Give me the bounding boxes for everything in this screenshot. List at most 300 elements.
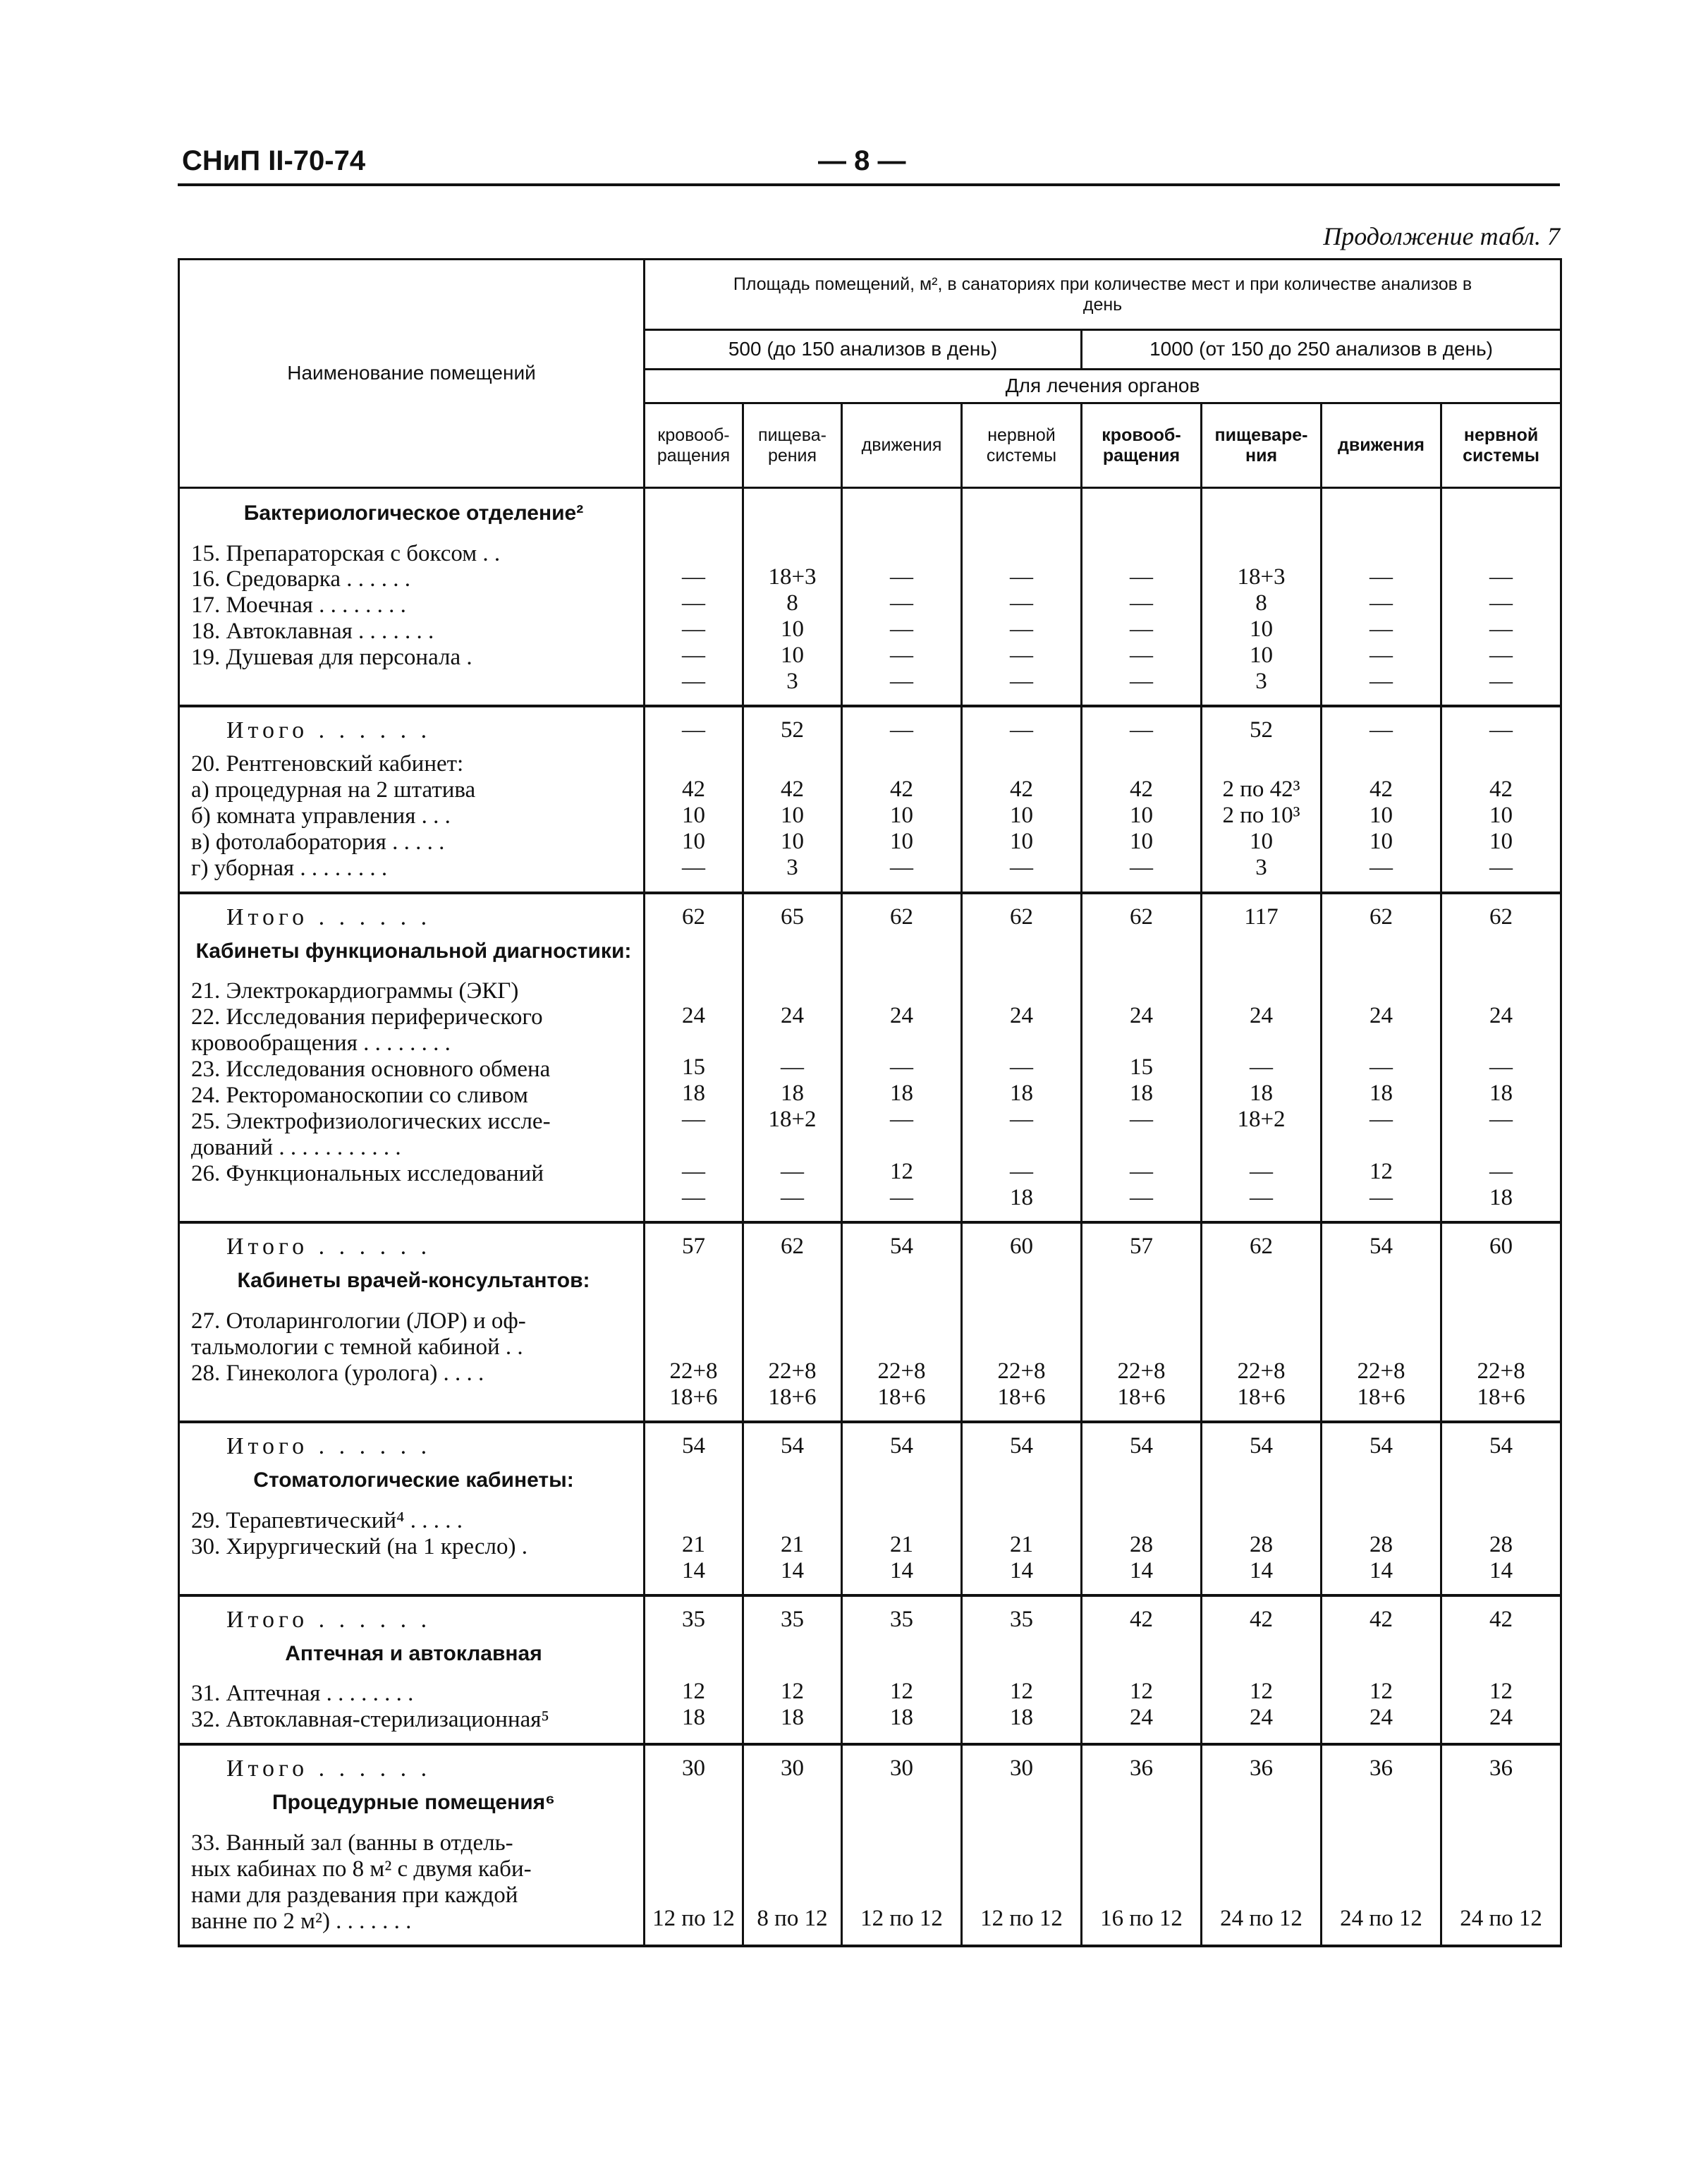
cell-value: 18+6 bbox=[768, 1385, 817, 1411]
cell-value bbox=[844, 750, 959, 777]
subtotal-value: 36 bbox=[1250, 1756, 1273, 1782]
room-names-cell bbox=[179, 1744, 645, 1945]
value-cell bbox=[743, 1422, 842, 1595]
cell-value: 10 bbox=[781, 802, 804, 828]
cell-value: — bbox=[682, 564, 705, 590]
cell-value bbox=[844, 1133, 959, 1159]
section-heading: Стоматологические кабинеты: bbox=[253, 1468, 574, 1492]
spacer bbox=[647, 1267, 740, 1332]
cell-value: 2 по 42³ bbox=[1222, 776, 1300, 802]
subtotal-value: — bbox=[682, 717, 705, 743]
cell-value: — bbox=[1130, 616, 1153, 642]
cell-value: 22+8 bbox=[997, 1358, 1046, 1385]
cell-value: 18 bbox=[1010, 1081, 1033, 1107]
value-cell bbox=[743, 488, 842, 706]
table-row bbox=[179, 706, 1561, 893]
cell-value bbox=[745, 1332, 839, 1358]
room-line: в) фотолаборатория . . . . . bbox=[191, 829, 445, 855]
section-heading: Бактериологическое отделение² bbox=[243, 501, 584, 525]
cell-value: — bbox=[1370, 1107, 1393, 1133]
cell-value: 14 bbox=[1489, 1557, 1513, 1583]
room-line: 31. Аптечная . . . . . . . . bbox=[191, 1681, 414, 1707]
cell-value: 12 по 12 bbox=[980, 1906, 1063, 1932]
column-header-organs: Для лечения органов bbox=[645, 370, 1561, 403]
table-row bbox=[179, 488, 1561, 706]
cell-value: 24 bbox=[1370, 1002, 1393, 1028]
cell-value: 10 bbox=[781, 616, 804, 642]
cell-value bbox=[647, 1029, 740, 1055]
cell-value: 12 bbox=[1130, 1678, 1153, 1704]
subtotal-value: — bbox=[1370, 717, 1393, 743]
cell-value bbox=[964, 750, 1079, 777]
subtotal-value: 35 bbox=[890, 1606, 913, 1632]
cell-value: 12 по 12 bbox=[652, 1906, 735, 1932]
cell-value: — bbox=[890, 1185, 913, 1211]
subtotal-value: 35 bbox=[1010, 1606, 1033, 1632]
cell-value: — bbox=[890, 616, 913, 642]
header-rule bbox=[178, 183, 1560, 186]
column-header-area: Площадь помещений, м², в санаториях при количестве мест и при количестве анализов в день bbox=[645, 260, 1561, 330]
subtotal-value: — bbox=[1010, 717, 1033, 743]
cell-value: 18 bbox=[1489, 1081, 1513, 1107]
cell-value: 10 bbox=[1010, 802, 1033, 828]
cell-value bbox=[844, 1332, 959, 1358]
room-line: б) комната управления . . . bbox=[191, 803, 451, 829]
column-header-circulation-500: кровооб-ращения bbox=[645, 403, 743, 488]
cell-value: — bbox=[1010, 642, 1033, 668]
table-body bbox=[179, 488, 1561, 1946]
subtotal-value: 30 bbox=[1010, 1756, 1033, 1782]
cell-value: 18+2 bbox=[768, 1107, 817, 1133]
cell-value: 28 bbox=[1130, 1531, 1153, 1557]
cell-value: 15 bbox=[1130, 1054, 1153, 1081]
value-cell bbox=[842, 1595, 962, 1744]
cell-value bbox=[1204, 750, 1319, 777]
cell-value: — bbox=[1130, 854, 1153, 880]
subtotal-value: 62 bbox=[890, 903, 913, 930]
spacer bbox=[647, 937, 740, 1003]
room-line: 18. Автоклавная . . . . . . . bbox=[191, 619, 434, 645]
cell-value: — bbox=[890, 668, 913, 694]
cell-value bbox=[964, 1880, 1079, 1906]
subtotal-value: 52 bbox=[1250, 717, 1273, 743]
cell-value: — bbox=[1370, 590, 1393, 616]
room-line: 29. Терапевтический⁴ . . . . . bbox=[191, 1507, 463, 1533]
value-cell bbox=[1202, 1595, 1322, 1744]
value-cell bbox=[1202, 1222, 1322, 1422]
room-line: нами для раздевания при каждой bbox=[191, 1882, 518, 1908]
value-cell bbox=[1202, 1422, 1322, 1595]
subtotal-value: 60 bbox=[1010, 1234, 1033, 1260]
column-group-500: 500 (до 150 анализов в день) bbox=[645, 330, 1082, 370]
room-line: г) уборная . . . . . . . . bbox=[191, 855, 388, 881]
spacer bbox=[844, 499, 959, 564]
cell-value: 18 bbox=[1489, 1185, 1513, 1211]
spacer bbox=[1444, 499, 1558, 564]
subtotal-value: 54 bbox=[1370, 1433, 1393, 1459]
room-line: тальмологии с темной кабиной . . bbox=[191, 1334, 523, 1360]
subtotal-value: 117 bbox=[1244, 903, 1279, 930]
cell-value: 42 bbox=[890, 776, 913, 802]
column-header-movement-500: движения bbox=[842, 403, 962, 488]
cell-value: 18 bbox=[890, 1704, 913, 1730]
cell-value: 22+8 bbox=[1237, 1358, 1286, 1385]
subtotal-value: — bbox=[890, 717, 913, 743]
value-cell bbox=[1441, 1222, 1561, 1422]
cell-value bbox=[647, 1854, 740, 1880]
cell-value bbox=[964, 1827, 1079, 1854]
room-line: а) процедурная на 2 штатива bbox=[191, 777, 476, 803]
cell-value: — bbox=[682, 616, 705, 642]
cell-value bbox=[964, 1332, 1079, 1358]
cell-value: — bbox=[890, 642, 913, 668]
cell-value: — bbox=[682, 1159, 705, 1185]
cell-value: 3 bbox=[786, 854, 798, 880]
cell-value bbox=[1204, 1880, 1319, 1906]
column-group-1000: 1000 (от 150 до 250 анализов в день) bbox=[1082, 330, 1561, 370]
cell-value bbox=[1204, 1133, 1319, 1159]
spacer bbox=[1204, 499, 1319, 564]
subtotal-value: 62 bbox=[1370, 903, 1393, 930]
cell-value bbox=[745, 1133, 839, 1159]
cell-value: 12 bbox=[1370, 1678, 1393, 1704]
value-cell bbox=[842, 488, 962, 706]
value-cell bbox=[1082, 488, 1202, 706]
cell-value: — bbox=[1489, 668, 1513, 694]
cell-value: 18 bbox=[1250, 1081, 1273, 1107]
section-heading: Кабинеты функциональной диагностики: bbox=[195, 939, 632, 963]
cell-value: 10 bbox=[1250, 616, 1273, 642]
subtotal-value: 54 bbox=[1250, 1433, 1273, 1459]
cell-value bbox=[1444, 1029, 1558, 1055]
spacer bbox=[1444, 1267, 1558, 1332]
cell-value: — bbox=[1130, 1185, 1153, 1211]
cell-value: — bbox=[781, 1159, 804, 1185]
subtotal-value: 42 bbox=[1130, 1606, 1153, 1632]
cell-value: 10 bbox=[682, 828, 705, 854]
cell-value: — bbox=[1010, 616, 1033, 642]
cell-value: 18 bbox=[1370, 1081, 1393, 1107]
spacer bbox=[844, 937, 959, 1003]
cell-value: 24 по 12 bbox=[1340, 1906, 1422, 1932]
subtotal-value: 35 bbox=[682, 1606, 705, 1632]
spacer bbox=[745, 1466, 839, 1532]
spacer bbox=[1324, 499, 1439, 564]
value-cell bbox=[1082, 1422, 1202, 1595]
value-cell bbox=[645, 488, 743, 706]
spacer bbox=[1204, 1640, 1319, 1679]
cell-value bbox=[964, 1854, 1079, 1880]
cell-value: 22+8 bbox=[1477, 1358, 1525, 1385]
subtotal-label: Итого . . . . . . bbox=[226, 1433, 432, 1459]
cell-value: 18 bbox=[682, 1704, 705, 1730]
spacer bbox=[1444, 1466, 1558, 1532]
spacer bbox=[191, 966, 636, 978]
room-line: 19. Душевая для персонала . bbox=[191, 645, 472, 671]
spacer bbox=[1084, 1789, 1199, 1827]
room-line: 25. Электрофизиологических иссле- bbox=[191, 1108, 551, 1134]
cell-value: 10 bbox=[682, 802, 705, 828]
value-cell bbox=[962, 706, 1082, 893]
spacer bbox=[844, 1789, 959, 1827]
room-line: 27. Отоларингологии (ЛОР) и оф- bbox=[191, 1308, 526, 1334]
spacer bbox=[1204, 1267, 1319, 1332]
cell-value: 10 bbox=[890, 802, 913, 828]
subtotal-value: 54 bbox=[1130, 1433, 1153, 1459]
spacer bbox=[1444, 1789, 1558, 1827]
value-cell bbox=[842, 706, 962, 893]
subtotal-label: Итого . . . . . . bbox=[226, 1756, 432, 1782]
cell-value: 42 bbox=[682, 776, 705, 802]
subtotal-value: 62 bbox=[1130, 903, 1153, 930]
cell-value: — bbox=[1130, 668, 1153, 694]
room-line: 15. Препараторская с боксом . . bbox=[191, 540, 501, 566]
spacer bbox=[191, 1668, 636, 1681]
cell-value bbox=[647, 1880, 740, 1906]
cell-value bbox=[1084, 1029, 1199, 1055]
value-cell bbox=[1082, 1222, 1202, 1422]
cell-value bbox=[745, 1854, 839, 1880]
subtotal-value: 42 bbox=[1250, 1606, 1273, 1632]
cell-value: 42 bbox=[1370, 776, 1393, 802]
room-names-cell bbox=[179, 488, 645, 706]
cell-value: 14 bbox=[682, 1557, 705, 1583]
cell-value: — bbox=[1489, 564, 1513, 590]
cell-value: 18+3 bbox=[1237, 564, 1286, 590]
value-cell bbox=[962, 1744, 1082, 1945]
value-cell bbox=[842, 1744, 962, 1945]
cell-value bbox=[1444, 1854, 1558, 1880]
cell-value: — bbox=[890, 1107, 913, 1133]
value-cell bbox=[1322, 1222, 1441, 1422]
cell-value: 3 bbox=[1255, 668, 1267, 694]
subtotal-value: 54 bbox=[1489, 1433, 1513, 1459]
cell-value bbox=[844, 1827, 959, 1854]
subtotal-value: 30 bbox=[890, 1756, 913, 1782]
spacer bbox=[647, 499, 740, 564]
cell-value: — bbox=[1130, 590, 1153, 616]
spacer bbox=[964, 1640, 1079, 1679]
rooms-area-table bbox=[178, 258, 1562, 1947]
cell-value bbox=[844, 1854, 959, 1880]
value-cell bbox=[1322, 488, 1441, 706]
cell-value: 12 bbox=[682, 1678, 705, 1704]
room-line: 23. Исследования основного обмена bbox=[191, 1057, 551, 1083]
cell-value: — bbox=[1010, 1054, 1033, 1081]
cell-value bbox=[1084, 1332, 1199, 1358]
cell-value: 42 bbox=[1489, 776, 1513, 802]
cell-value: — bbox=[1489, 854, 1513, 880]
cell-value: — bbox=[1130, 564, 1153, 590]
cell-value: 24 по 12 bbox=[1220, 1906, 1303, 1932]
cell-value: 10 bbox=[1370, 828, 1393, 854]
cell-value: — bbox=[682, 642, 705, 668]
cell-value bbox=[1444, 1880, 1558, 1906]
value-cell bbox=[743, 893, 842, 1223]
spacer bbox=[1204, 1466, 1319, 1532]
subtotal-value: 36 bbox=[1370, 1756, 1393, 1782]
value-cell bbox=[1441, 893, 1561, 1223]
room-line: 22. Исследования периферического bbox=[191, 1004, 543, 1030]
value-cell bbox=[1322, 893, 1441, 1223]
value-cell bbox=[743, 706, 842, 893]
subtotal-value: 35 bbox=[781, 1606, 804, 1632]
room-line: 30. Хирургический (на 1 кресло) . bbox=[191, 1533, 527, 1559]
table-row bbox=[179, 1595, 1561, 1744]
room-line: 28. Гинеколога (уролога) . . . . bbox=[191, 1360, 484, 1386]
subtotal-label: Итого . . . . . . bbox=[226, 1234, 432, 1260]
cell-value: 10 bbox=[1489, 802, 1513, 828]
cell-value bbox=[1084, 1133, 1199, 1159]
room-line: 21. Электрокардиограммы (ЭКГ) bbox=[191, 978, 519, 1004]
cell-value: 10 bbox=[1250, 642, 1273, 668]
cell-value: 18 bbox=[781, 1081, 804, 1107]
column-header-circulation-1000: кровооб-ращения bbox=[1082, 403, 1202, 488]
document-code: СНиП II-70-74 bbox=[182, 145, 366, 176]
spacer bbox=[1324, 1466, 1439, 1532]
cell-value: — bbox=[1130, 1107, 1153, 1133]
cell-value bbox=[1084, 1827, 1199, 1854]
subtotal-value: 62 bbox=[1250, 1234, 1273, 1260]
subtotal-value: 57 bbox=[1130, 1234, 1153, 1260]
cell-value bbox=[1324, 1029, 1439, 1055]
cell-value: 10 bbox=[890, 828, 913, 854]
room-names-cell bbox=[179, 1222, 645, 1422]
spacer bbox=[964, 1466, 1079, 1532]
cell-value: — bbox=[1370, 668, 1393, 694]
cell-value bbox=[1324, 1133, 1439, 1159]
cell-value: — bbox=[1370, 854, 1393, 880]
spacer bbox=[1324, 937, 1439, 1003]
cell-value: 18 bbox=[1130, 1081, 1153, 1107]
subtotal-value: 36 bbox=[1489, 1756, 1513, 1782]
cell-value bbox=[1084, 1880, 1199, 1906]
room-line: 17. Моечная . . . . . . . . bbox=[191, 592, 406, 619]
room-line: 16. Средоварка . . . . . . bbox=[191, 566, 410, 592]
cell-value: 12 по 12 bbox=[860, 1906, 943, 1932]
spacer bbox=[1084, 937, 1199, 1003]
subtotal-value: 52 bbox=[781, 717, 804, 743]
room-line: кровообращения . . . . . . . . bbox=[191, 1030, 451, 1057]
subtotal-value: 54 bbox=[1370, 1234, 1393, 1260]
cell-value: 12 bbox=[1489, 1678, 1513, 1704]
cell-value: 18+6 bbox=[1357, 1385, 1405, 1411]
spacer bbox=[1204, 937, 1319, 1003]
value-cell bbox=[645, 1222, 743, 1422]
room-names-cell bbox=[179, 706, 645, 893]
cell-value: 21 bbox=[682, 1531, 705, 1557]
cell-value: 12 bbox=[890, 1159, 913, 1185]
subtotal-value: 54 bbox=[1010, 1433, 1033, 1459]
cell-value: — bbox=[1010, 668, 1033, 694]
table-row bbox=[179, 1222, 1561, 1422]
cell-value bbox=[964, 1029, 1079, 1055]
value-cell bbox=[1322, 706, 1441, 893]
spacer bbox=[1084, 1466, 1199, 1532]
cell-value: — bbox=[1010, 1107, 1033, 1133]
value-cell bbox=[645, 706, 743, 893]
cell-value: 18 bbox=[1010, 1704, 1033, 1730]
value-cell bbox=[645, 1744, 743, 1945]
room-line: ных кабинах по 8 м² с двумя каби- bbox=[191, 1856, 532, 1882]
cell-value bbox=[844, 1029, 959, 1055]
column-header-nervous-500: нервной системы bbox=[962, 403, 1082, 488]
cell-value: 10 bbox=[781, 642, 804, 668]
subtotal-value: — bbox=[1489, 717, 1513, 743]
spacer bbox=[745, 937, 839, 1003]
cell-value: 24 bbox=[682, 1002, 705, 1028]
value-cell bbox=[645, 1595, 743, 1744]
cell-value: 18+6 bbox=[997, 1385, 1046, 1411]
cell-value: — bbox=[682, 1107, 705, 1133]
cell-value: 16 по 12 bbox=[1100, 1906, 1183, 1932]
spacer bbox=[745, 1267, 839, 1332]
cell-value: 42 bbox=[781, 776, 804, 802]
cell-value: — bbox=[1489, 1107, 1513, 1133]
subtotal-value: 57 bbox=[682, 1234, 705, 1260]
cell-value: — bbox=[890, 854, 913, 880]
cell-value: — bbox=[1489, 1054, 1513, 1081]
cell-value: 18 bbox=[781, 1704, 804, 1730]
subtotal-value: 62 bbox=[682, 903, 705, 930]
cell-value: 8 по 12 bbox=[757, 1906, 828, 1932]
subtotal-label: Итого . . . . . . bbox=[226, 1606, 432, 1633]
cell-value: — bbox=[1250, 1054, 1273, 1081]
cell-value: 18+2 bbox=[1237, 1107, 1286, 1133]
cell-value: 14 bbox=[1130, 1557, 1153, 1583]
cell-value: 22+8 bbox=[669, 1358, 718, 1385]
value-cell bbox=[743, 1595, 842, 1744]
spacer bbox=[1084, 499, 1199, 564]
cell-value bbox=[1324, 1854, 1439, 1880]
column-header-digestion-500: пищева-рения bbox=[743, 403, 842, 488]
spacer bbox=[964, 937, 1079, 1003]
cell-value: — bbox=[1489, 642, 1513, 668]
spacer bbox=[1204, 1789, 1319, 1827]
cell-value: 18 bbox=[890, 1081, 913, 1107]
cell-value: 18+6 bbox=[1477, 1385, 1525, 1411]
cell-value bbox=[1324, 750, 1439, 777]
cell-value: 18+3 bbox=[768, 564, 817, 590]
value-cell bbox=[962, 1595, 1082, 1744]
column-header-digestion-1000: пищеваре-ния bbox=[1202, 403, 1322, 488]
value-cell bbox=[1441, 488, 1561, 706]
cell-value: 24 bbox=[890, 1002, 913, 1028]
cell-value bbox=[1204, 1332, 1319, 1358]
subtotal-value: 62 bbox=[1489, 903, 1513, 930]
cell-value: — bbox=[1010, 854, 1033, 880]
value-cell bbox=[1082, 1595, 1202, 1744]
cell-value: 24 bbox=[1489, 1704, 1513, 1730]
cell-value: 12 bbox=[1250, 1678, 1273, 1704]
value-cell bbox=[962, 1422, 1082, 1595]
subtotal-value: 36 bbox=[1130, 1756, 1153, 1782]
cell-value bbox=[647, 1827, 740, 1854]
spacer bbox=[745, 1640, 839, 1679]
spacer bbox=[191, 1818, 636, 1830]
cell-value: — bbox=[1130, 642, 1153, 668]
spacer bbox=[647, 1789, 740, 1827]
cell-value: — bbox=[1010, 1159, 1033, 1185]
cell-value: 15 bbox=[682, 1054, 705, 1081]
subtotal-value: 54 bbox=[682, 1433, 705, 1459]
cell-value: — bbox=[682, 1185, 705, 1211]
cell-value: — bbox=[1370, 642, 1393, 668]
subtotal-value: 30 bbox=[781, 1756, 804, 1782]
value-cell bbox=[645, 893, 743, 1223]
cell-value: — bbox=[781, 1185, 804, 1211]
cell-value: 3 bbox=[1255, 854, 1267, 880]
